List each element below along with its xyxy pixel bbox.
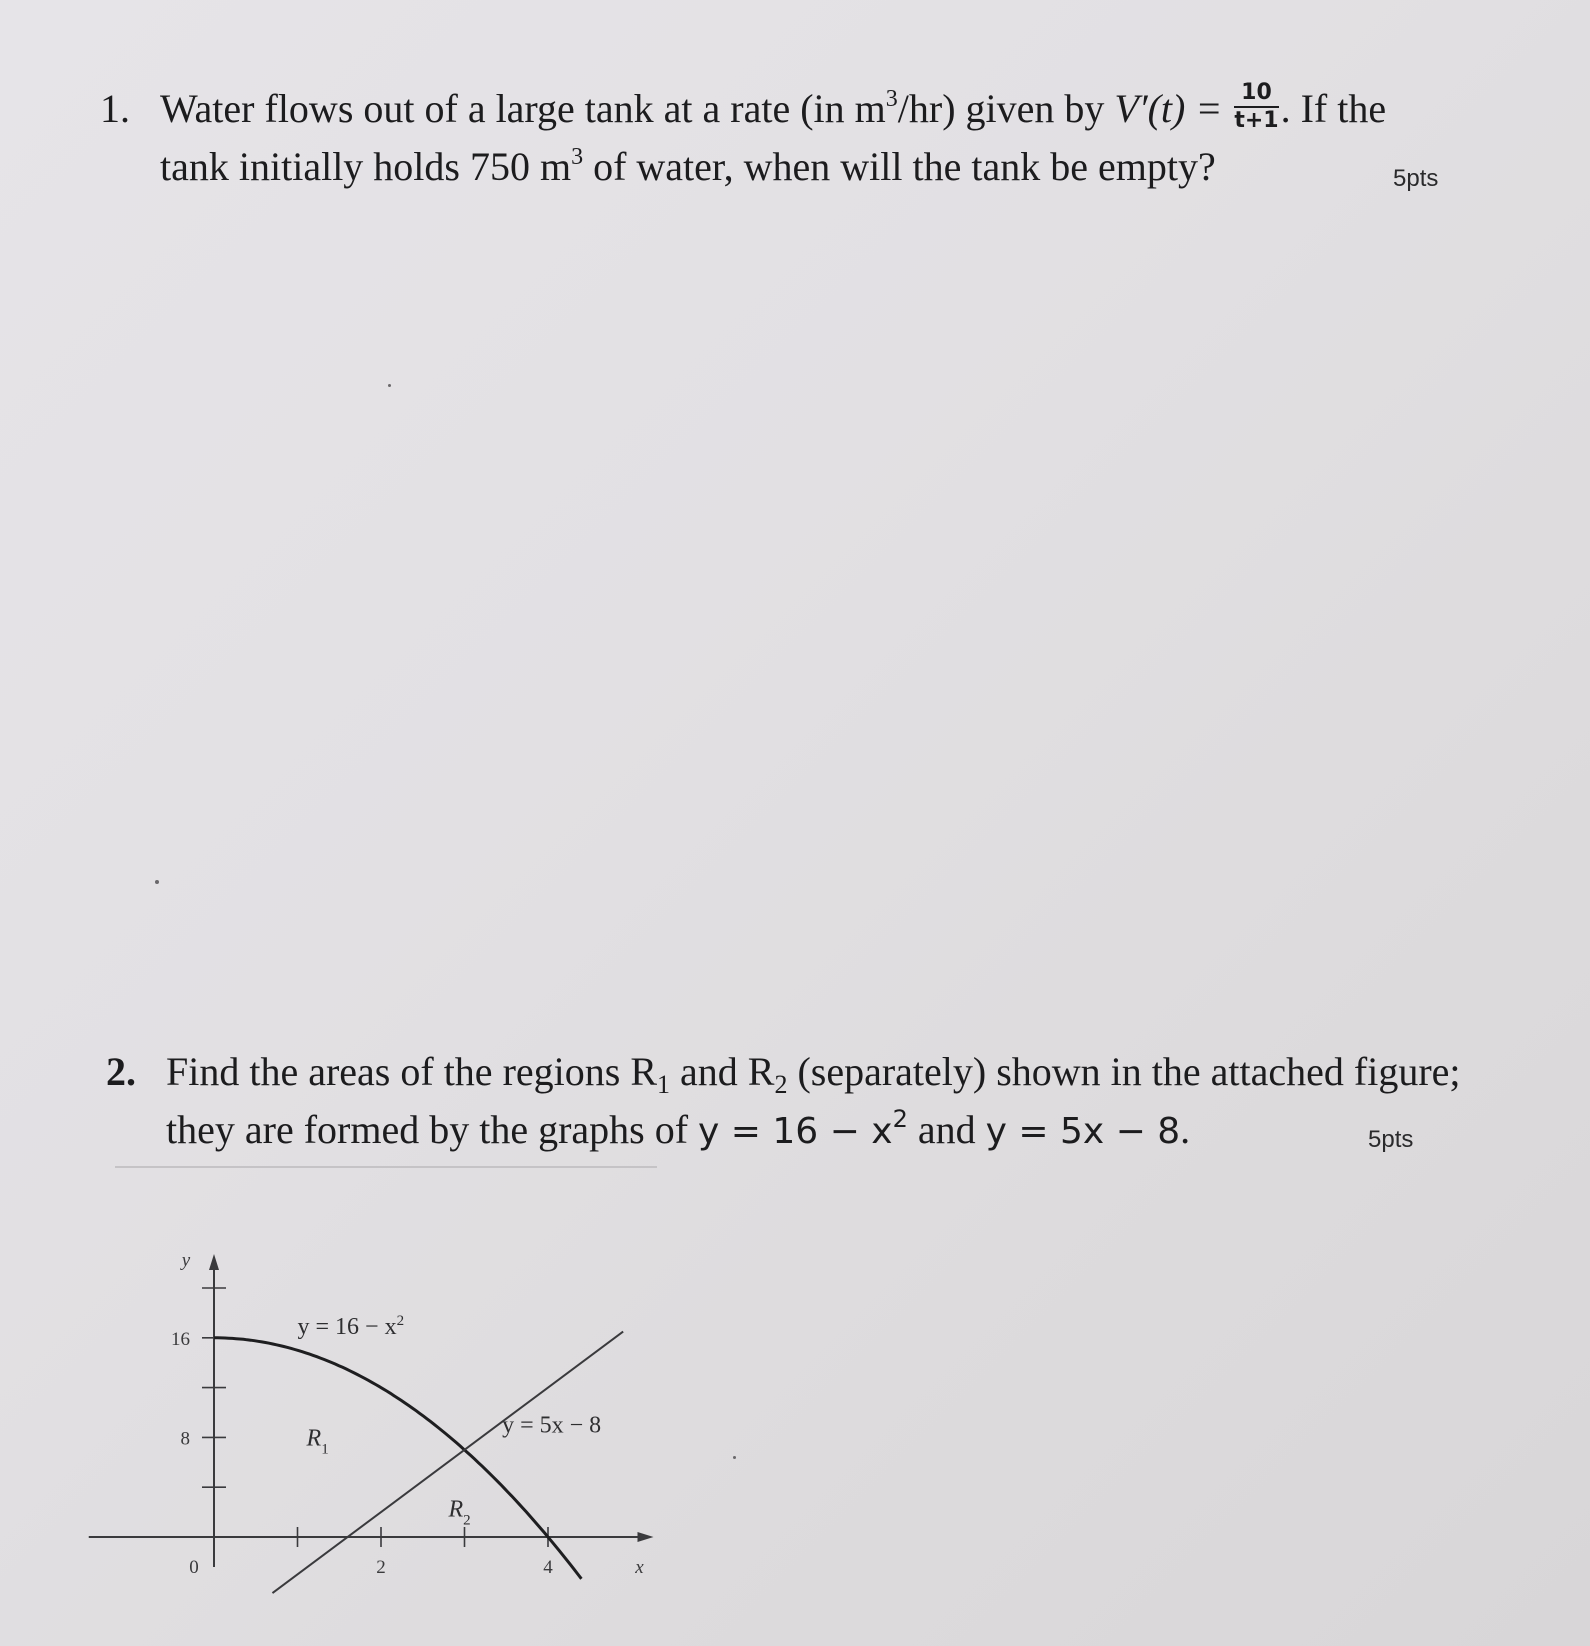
p1-text-d: tank initially holds 750 m bbox=[160, 144, 572, 189]
fraction-denominator: t+1 bbox=[1234, 107, 1279, 133]
problem-1-number: 1. bbox=[100, 86, 130, 131]
p1-text-c: . If the bbox=[1280, 86, 1387, 131]
p2-text-d: they are formed by the graphs of bbox=[166, 1107, 699, 1152]
parabola-label: $y = 16 - x^2$ bbox=[297, 1313, 405, 1341]
p1-sup-b: 3 bbox=[571, 144, 584, 170]
p1-text-b: /hr) given by bbox=[897, 86, 1115, 131]
p2-sub-2: 2 bbox=[774, 1070, 788, 1099]
paper-speck bbox=[388, 384, 391, 387]
problem-1-points: 5pts bbox=[1393, 165, 1439, 192]
equation-line: y = 5x − 8 bbox=[985, 1111, 1181, 1152]
y-tick-label: 8 bbox=[180, 1428, 190, 1450]
problem-2-number: 2. bbox=[106, 1049, 136, 1094]
paper-speck bbox=[155, 880, 159, 884]
p2-text-a: Find the areas of the regions R bbox=[166, 1049, 657, 1094]
line-label: y = 5x − 8 bbox=[502, 1412, 602, 1439]
p1-sup-a: 3 bbox=[885, 86, 898, 112]
p2-text-and: and bbox=[907, 1107, 986, 1152]
parabola-curve bbox=[214, 1338, 581, 1579]
p1-text-a: Water flows out of a large tank at a rate (in m bbox=[160, 86, 886, 131]
region-label-2: $R_2$ bbox=[448, 1496, 471, 1529]
eq1-text: y = 16 − x bbox=[698, 1111, 893, 1152]
p1-text-e: of water, when will the tank be empty? bbox=[583, 144, 1216, 189]
x-tick-label: 4 bbox=[543, 1557, 553, 1578]
p2-text-c: (separately) shown in the attached figure; bbox=[787, 1049, 1461, 1094]
x-tick-label: 0 bbox=[189, 1557, 199, 1578]
p2-sub-1: 1 bbox=[657, 1070, 670, 1099]
y-axis-arrow bbox=[209, 1254, 219, 1270]
paper-speck bbox=[733, 1456, 736, 1459]
region-label-1: $R_1$ bbox=[306, 1425, 329, 1458]
x-axis-arrow bbox=[638, 1532, 654, 1542]
x-axis-label: x bbox=[635, 1557, 644, 1578]
fraction-numerator: 10 bbox=[1234, 80, 1278, 108]
y-tick-label: 16 bbox=[171, 1328, 190, 1350]
line-graph bbox=[272, 1332, 623, 1593]
problem-2-points: 5pts bbox=[1368, 1126, 1414, 1153]
x-tick-label: 2 bbox=[376, 1557, 386, 1578]
p2-text-b: and R bbox=[670, 1049, 775, 1094]
p2-text-end: . bbox=[1180, 1107, 1191, 1152]
y-axis-label: y bbox=[181, 1250, 191, 1271]
eq1-sup: 2 bbox=[892, 1105, 908, 1133]
rate-function: V′(t) = bbox=[1114, 86, 1223, 131]
